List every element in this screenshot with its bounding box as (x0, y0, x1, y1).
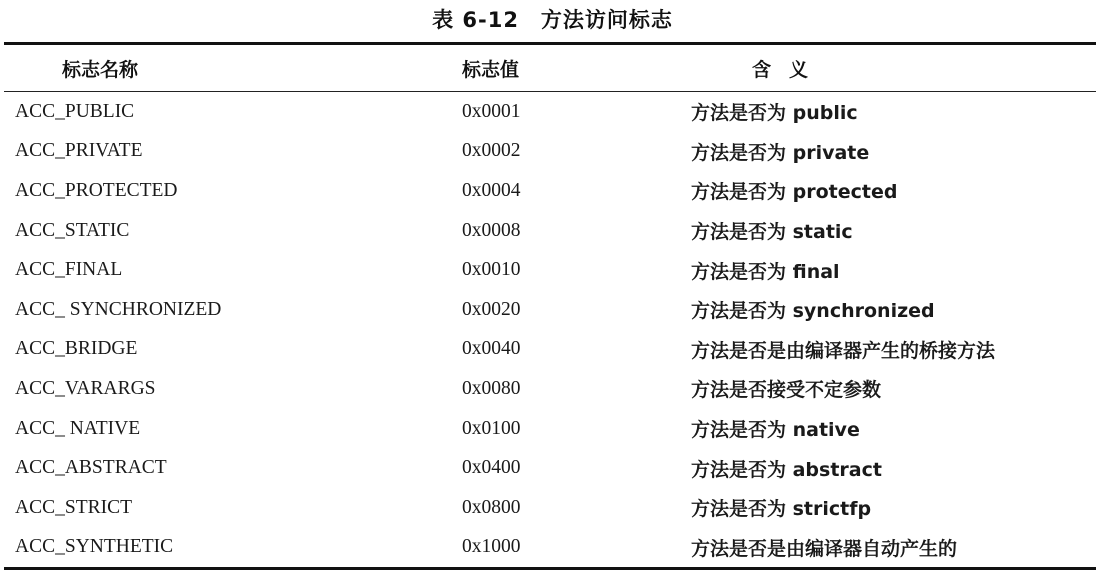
flag-meaning-cell: 方法是否为 synchronized (691, 300, 935, 323)
flag-value-cell: 0x0020 (462, 298, 521, 320)
table-row (4, 330, 1096, 370)
flag-value-cell: 0x1000 (462, 536, 521, 558)
flag-meaning-cell: 方法是否为 native (691, 419, 860, 442)
flag-name-cell: ACC_VARARGS (15, 377, 156, 399)
table-row (4, 488, 1096, 528)
flag-value-cell: 0x0002 (462, 140, 521, 162)
flag-value-cell: 0x0004 (462, 179, 521, 201)
flag-value-cell: 0x0100 (462, 417, 521, 439)
header-meaning: 含义 (752, 58, 827, 81)
flag-name-cell: ACC_ SYNCHRONIZED (15, 298, 222, 320)
flag-value-cell: 0x0080 (462, 377, 521, 399)
flag-name-cell: ACC_STATIC (15, 219, 130, 241)
flag-meaning-cell: 方法是否为 public (691, 102, 858, 125)
table-row (4, 448, 1096, 488)
flag-name-cell: ACC_PROTECTED (15, 179, 178, 201)
flag-name-cell: ACC_SYNTHETIC (15, 536, 174, 558)
flag-name-cell: ACC_BRIDGE (15, 338, 138, 360)
flag-name-cell: ACC_STRICT (15, 496, 133, 518)
flag-name-cell: ACC_FINAL (15, 259, 123, 281)
table-header-row (4, 45, 1096, 92)
table-caption: 表 6-12 方法访问标志 (432, 8, 673, 32)
flag-value-cell: 0x0040 (462, 338, 521, 360)
method-access-flags-table (4, 42, 1096, 570)
flag-meaning-cell: 方法是否接受不定参数 (691, 379, 882, 402)
table-row (4, 369, 1096, 409)
flag-name-cell: ACC_PRIVATE (15, 140, 143, 162)
table-row (4, 92, 1096, 132)
flag-meaning-cell: 方法是否为 final (691, 260, 840, 283)
table-row (4, 171, 1096, 211)
flag-meaning-cell: 方法是否为 protected (691, 181, 898, 204)
flag-meaning-cell: 方法是否为 strictfp (691, 498, 872, 521)
table-row (4, 290, 1096, 330)
flag-meaning-cell: 方法是否为 abstract (691, 458, 882, 481)
table-row (4, 528, 1096, 568)
header-flag-name: 标志名称 (62, 58, 139, 81)
flag-name-cell: ACC_PUBLIC (15, 100, 135, 122)
flag-name-cell: ACC_ NATIVE (15, 417, 141, 439)
table-row (4, 211, 1096, 251)
flag-meaning-cell: 方法是否为 static (691, 221, 853, 244)
table-row (4, 250, 1096, 290)
table-body (4, 92, 1096, 567)
flag-value-cell: 0x0008 (462, 219, 521, 241)
flag-name-cell: ACC_ABSTRACT (15, 457, 167, 479)
flag-meaning-cell: 方法是否是由编译器产生的桥接方法 (691, 339, 996, 362)
flag-value-cell: 0x0400 (462, 457, 521, 479)
table-row (4, 409, 1096, 449)
header-flag-value: 标志值 (462, 58, 520, 81)
flag-value-cell: 0x0010 (462, 259, 521, 281)
flag-meaning-cell: 方法是否是由编译器自动产生的 (691, 537, 958, 560)
flag-meaning-cell: 方法是否为 private (691, 141, 870, 164)
flag-value-cell: 0x0800 (462, 496, 521, 518)
flag-value-cell: 0x0001 (462, 100, 521, 122)
table-row (4, 132, 1096, 172)
